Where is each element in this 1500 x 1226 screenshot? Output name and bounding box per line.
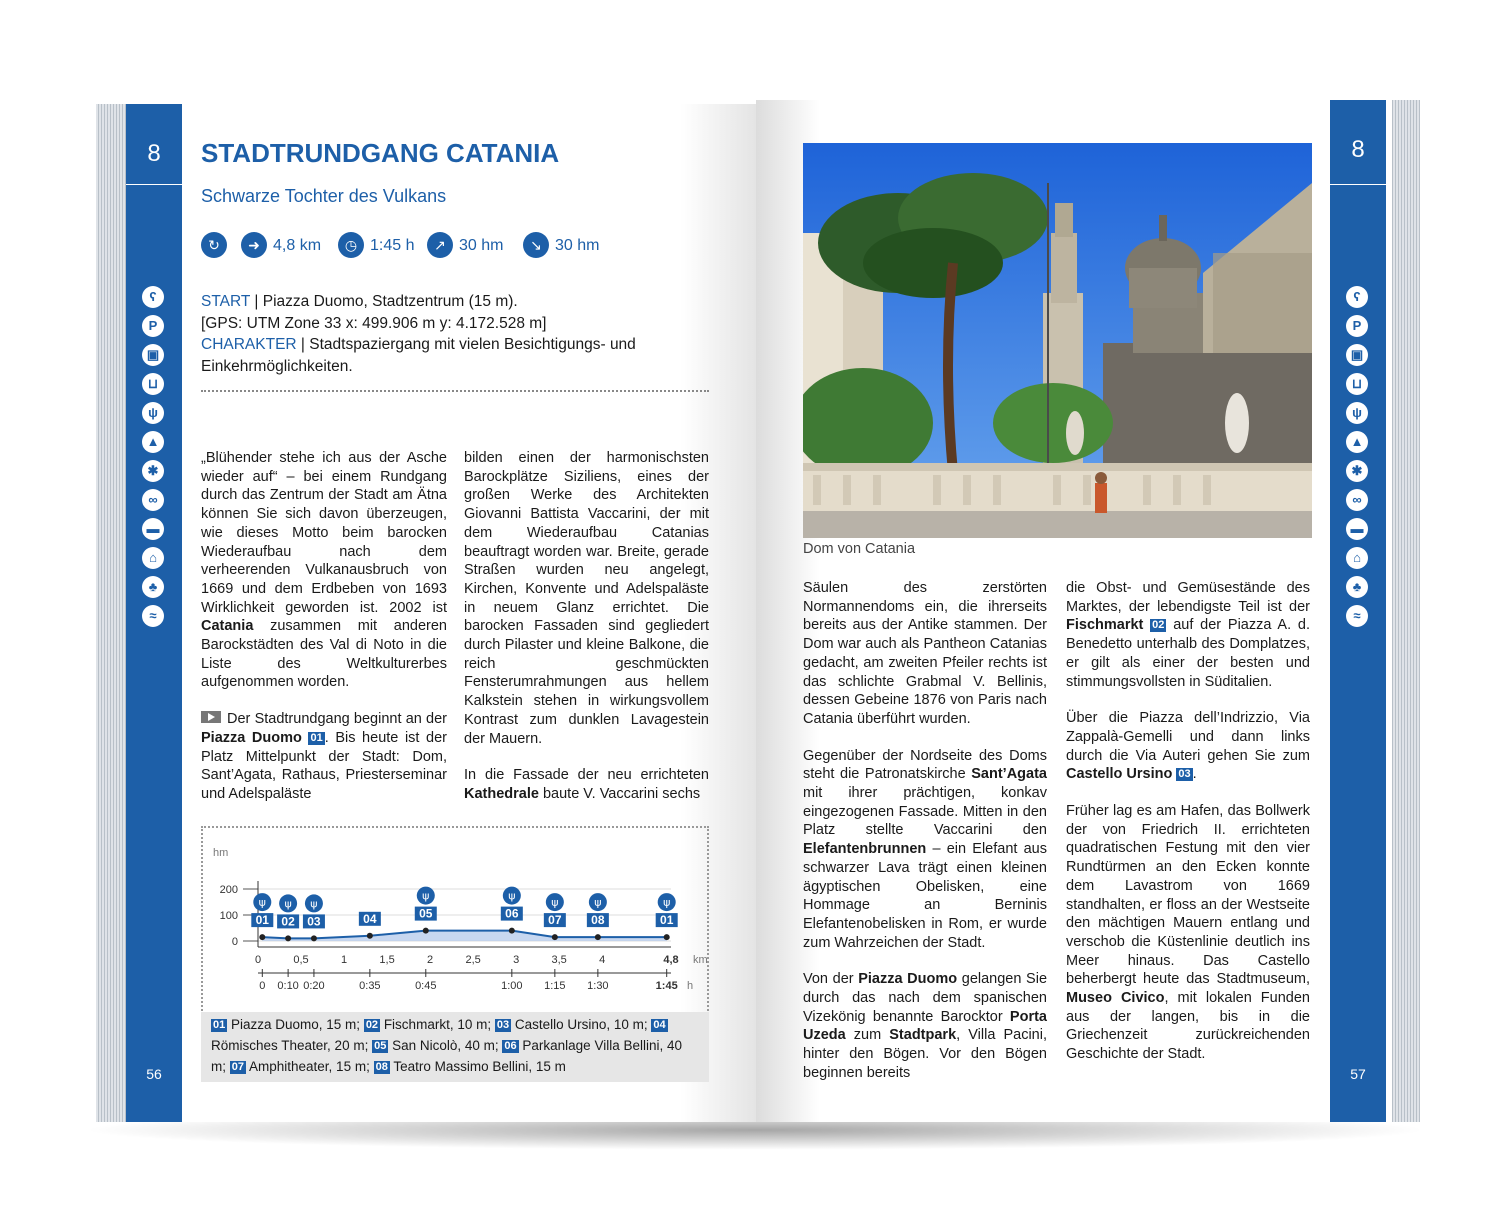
y-tick-label: 0 — [231, 936, 238, 948]
left-text-column-2: bilden einen der harmonischsten Barockplätze Siziliens, eines der großen Werke des Architekten Giovanni Battista Vaccarini, der mit dem Wiederaufbau Catanias beauftragt worden war. Breite, gerade Straßen wurden neu angelegt, Kirchen, Konvente und Adelspaläste in neuem Glanz errichtet. Die barocken Fassaden sind gegliedert durch Pilaster und kleine Balkone, die reich geschmückten Fensterumrahmungen aus hellem Kalkstein stehen in wirkungsvollem Kontrast zum dunklen Lavagestein der Mauern. In die Fassade der neu errichteten Kathedrale baute V. Vaccarini sechs — [464, 450, 709, 802]
restaurant-icon: ψ — [142, 402, 164, 424]
tree-icon: ♣ — [1346, 576, 1368, 598]
waypoint-label: 04 — [363, 911, 377, 926]
km-tick-label: 0,5 — [293, 954, 309, 966]
waypoint-marker — [509, 928, 515, 934]
time-tick-label: 1:00 — [501, 980, 523, 992]
waypoint-label: 01 — [660, 913, 674, 928]
page-subtitle: Schwarze Tochter des Vulkans — [201, 186, 447, 206]
elevation-profile — [201, 826, 709, 1014]
left-text-column-1: „Blühender stehe ich aus der Asche wieder auf“ – bei einem Rundgang durch das Zentrum der Stadt am Ätna können Sie sich davon überzeugen, wie dieses Motto beim barocken Wiederaufbau nach dem verheerenden Vulkanausbruch von 1669 und dem Erdbeben von 1693 Wirklichkeit geworden ist. 2002 ist Catania zusammen mit anderen Barockstädten des Val di Noto in die Liste des Weltkulturerbes aufgenommen worden. Der Stadtrundgang beginnt an der Piazza Duomo 01 . Bis heute ist der Platz Mittelpunkt der Stadt: Dom, Sant’Agata, Rathaus, Priesterseminar und Adelspaläste — [201, 450, 447, 802]
bicycle-icon: ∞ — [142, 489, 164, 511]
waypoint-marker — [311, 935, 317, 941]
bus-icon: ▣ — [142, 344, 164, 366]
page-edges-right — [1390, 100, 1420, 1122]
page-title: STADTRUNDGANG CATANIA — [201, 138, 560, 168]
bed-icon: ▬ — [142, 518, 164, 540]
waypoint-label: 01 — [255, 913, 269, 928]
cathedral-photo — [803, 143, 1312, 538]
dotted-divider — [201, 390, 709, 392]
legend-tag: 05 — [374, 1040, 387, 1052]
mountain-icon: ▲ — [142, 431, 164, 453]
waypoint-marker — [595, 934, 601, 940]
elevation-profile-chart — [203, 828, 707, 1012]
restaurant-icon: ψ — [1346, 402, 1368, 424]
legend-tag: 03 — [496, 1019, 510, 1031]
km-tick-label: 0 — [254, 954, 262, 966]
gps-text: [GPS: UTM Zone 33 x: 499.906 m y: 4.172.528 m] — [201, 314, 547, 332]
waypoint-label: 02 — [281, 914, 295, 929]
legend-text: Römisches Theater, 20 m; — [211, 1038, 373, 1053]
legend-tag: 08 — [375, 1061, 388, 1073]
tree-icon: ♣ — [142, 576, 164, 598]
chapter-number-right: 8 — [1351, 136, 1365, 163]
time-tick-label: 0:20 — [303, 980, 325, 992]
bus-icon: ▣ — [1346, 344, 1368, 366]
waypoint-legend — [201, 1012, 709, 1082]
restaurant-icon-glyph: ψ — [258, 896, 266, 910]
bar-rule-right — [1330, 184, 1386, 185]
waypoint-label: 06 — [505, 906, 519, 921]
waypoint-marker — [367, 933, 373, 939]
waypoint-marker — [259, 934, 265, 940]
legend-tag: 04 — [653, 1019, 666, 1031]
ascent-icon: ↗ — [427, 232, 453, 258]
y-unit-label: hm — [213, 847, 229, 859]
descent-value: 30 hm — [555, 237, 600, 254]
time-tick-label: 1:15 — [544, 980, 566, 992]
km-tick-label: 1,5 — [379, 954, 395, 966]
distance-value: 4,8 km — [273, 237, 322, 254]
time-tick-label: 0 — [259, 980, 266, 992]
waypoint-marker — [285, 935, 291, 941]
page-number-right: 57 — [1350, 1066, 1366, 1082]
right-text-column-2: die Obst- und Gemüsestände des Marktes, der lebendigste Teil ist der Fischmarkt 02 auf der Piazza A. d. Benedetto unterhalb des Domplatzes, er gilt als einer der besten und stimmungsvollsten in Süditalien. Über die Piazza dell’Indrizzio, Via Zappalà-Gemelli und dann links durch die Via Auteri gehen Sie zum Castello Ursino 03 . Früher lag es am Hafen, das Bollwerk der von Friedrich II. errichteten quadratischen Festung mit den vier Rundtürmen an den Ecken konnte dem Lavastrom von 1669 standhalten, er floss an der Westseite den mächtigen Mauern entlang und verschob die Küstenlinie deutlich ins Meer hinaus. Das Castello beherbergt heute das Stadtmuseum, Museo Civico, mit lokalen Funden aus der langen, bis in die Griechenzeit zurückreichenden Geschichte der Stadt. — [1066, 580, 1310, 1063]
km-tick-label: 2 — [427, 954, 434, 966]
restaurant-icon-glyph: ψ — [422, 889, 430, 903]
km-tick-label: 2,5 — [465, 954, 481, 966]
legend-text: Teatro Massimo Bellini, 15 m — [389, 1059, 566, 1074]
legend-tag: 01 — [213, 1019, 226, 1031]
clock-icon: ◷ — [338, 232, 364, 258]
bar-rule-left — [126, 184, 182, 185]
km-unit-label: km — [693, 954, 707, 966]
time-tick-label: 0:10 — [277, 980, 299, 992]
category-icons-right — [1346, 286, 1370, 634]
time-tick-label: 0:45 — [415, 980, 437, 992]
category-icons-left — [142, 286, 166, 634]
page-number-left: 56 — [146, 1066, 162, 1082]
waypoint-label: 05 — [419, 906, 433, 921]
loop-icon: ↻ — [201, 232, 227, 258]
km-tick-label: 4,8 — [663, 954, 679, 966]
legend-text: Fischmarkt, 10 m; — [380, 1017, 495, 1032]
swimming-icon: ≈ — [142, 605, 164, 627]
waypoint-label: 07 — [548, 913, 562, 928]
waypoint-label: 08 — [591, 913, 605, 928]
restaurant-icon-glyph: ψ — [551, 896, 559, 910]
basket-icon: ⊔ — [1346, 373, 1368, 395]
tour-info — [201, 291, 651, 377]
museum-icon: ⌂ — [142, 547, 164, 569]
restaurant-icon-glyph: ψ — [594, 896, 602, 910]
start-text: | Piazza Duomo, Stadtzentrum (15 m). — [250, 293, 518, 310]
legend-text: San Nicolò, 40 m; — [388, 1038, 503, 1053]
page-edges-left — [96, 104, 126, 1122]
swimming-icon: ≈ — [1346, 605, 1368, 627]
play-icon — [201, 711, 221, 723]
time-unit-label: h — [687, 980, 694, 992]
time-tick-label: 1:45 — [655, 980, 678, 992]
restaurant-icon-glyph: ψ — [663, 896, 671, 910]
parking-icon: P — [142, 315, 164, 337]
waypoint-tag: 01 — [310, 731, 323, 744]
snowflake-icon: ✱ — [1346, 460, 1368, 482]
km-tick-label: 3,5 — [551, 954, 567, 966]
museum-icon: ⌂ — [1346, 547, 1368, 569]
character-label: CHARAKTER — [201, 336, 297, 353]
bed-icon: ▬ — [1346, 518, 1368, 540]
waypoint-tag: 02 — [1152, 619, 1165, 632]
legend-text: Amphitheater, 15 m; — [246, 1059, 374, 1074]
legend-text: Piazza Duomo, 15 m; — [227, 1017, 364, 1032]
legend-tag: 07 — [231, 1061, 244, 1073]
legend-text: Parkanlage Villa Bellini, 40 m; — [211, 1038, 682, 1074]
waypoint-label: 03 — [307, 914, 321, 929]
y-tick-label: 200 — [219, 884, 238, 896]
time-tick-label: 0:35 — [359, 980, 381, 992]
arrow-right-icon: ➜ — [241, 232, 267, 258]
parking-icon: P — [1346, 315, 1368, 337]
bear-icon: ʕ — [142, 286, 164, 308]
restaurant-icon-glyph: ψ — [310, 897, 318, 911]
y-tick-label: 100 — [219, 910, 238, 922]
basket-icon: ⊔ — [142, 373, 164, 395]
legend-tag: 06 — [504, 1040, 517, 1052]
km-tick-label: 3 — [513, 954, 520, 966]
photo-caption: Dom von Catania — [803, 541, 916, 557]
mountain-icon: ▲ — [1346, 431, 1368, 453]
snowflake-icon: ✱ — [142, 460, 164, 482]
cathedral-illustration — [803, 143, 1312, 538]
chapter-number: 8 — [147, 140, 161, 167]
waypoint-marker — [664, 934, 670, 940]
legend-text: Castello Ursino, 10 m; — [511, 1017, 652, 1032]
character-text: | Stadtspaziergang mit vielen Besichtigungs- und Einkehrmöglichkeiten. — [201, 336, 636, 375]
start-label: START — [201, 293, 251, 310]
descent-icon: ↘ — [523, 232, 549, 258]
ascent-value: 30 hm — [459, 237, 504, 254]
time-tick-label: 1:30 — [587, 980, 609, 992]
waypoint-marker — [423, 928, 429, 934]
bear-icon: ʕ — [1346, 286, 1368, 308]
duration-value: 1:45 h — [370, 237, 415, 254]
restaurant-icon-glyph: ψ — [508, 889, 516, 903]
bicycle-icon: ∞ — [1346, 489, 1368, 511]
legend-tag: 02 — [365, 1019, 379, 1031]
waypoint-tag: 03 — [1178, 768, 1191, 781]
km-tick-label: 4 — [599, 954, 606, 966]
waypoint-marker — [552, 934, 558, 940]
km-tick-label: 1 — [340, 954, 348, 966]
elevation-area — [262, 931, 666, 941]
restaurant-icon-glyph: ψ — [284, 897, 292, 911]
right-text-column-1: Säulen des zerstörten Normannendoms ein, die ihrerseits bereits aus der Antike stammen. Der Dom war auch als Pantheon Catanias gedacht, am zweiten Pfeiler rechts ist das schlichte Grabmal V. Bellinis, dessen Gebeine 1876 von Paris nach Catania überführt wurden. Gegenüber der Nordseite des Doms steht die Patronatskirche Sant’Agata mit ihrer prächtigen, konkav eingezogenen Fassade. Mitten in den Platz stellte Vaccarini den Elefantenbrunnen – ein Elefant aus schwarzer Lava trägt einen kleinen ägyptischen Obelisken, eine Hommage an Berninis Elefantenobelisken in Rom, er wurde zum Wahrzeichen der Stadt. Von der Piazza Duomo gelangen Sie durch das nach dem spanischen Vizekönig benannte Barocktor Porta Uzeda zum Stadtpark, Villa Pacini, hinter den Bögen. Vor den Bögen beginnen bereits — [803, 580, 1048, 1081]
